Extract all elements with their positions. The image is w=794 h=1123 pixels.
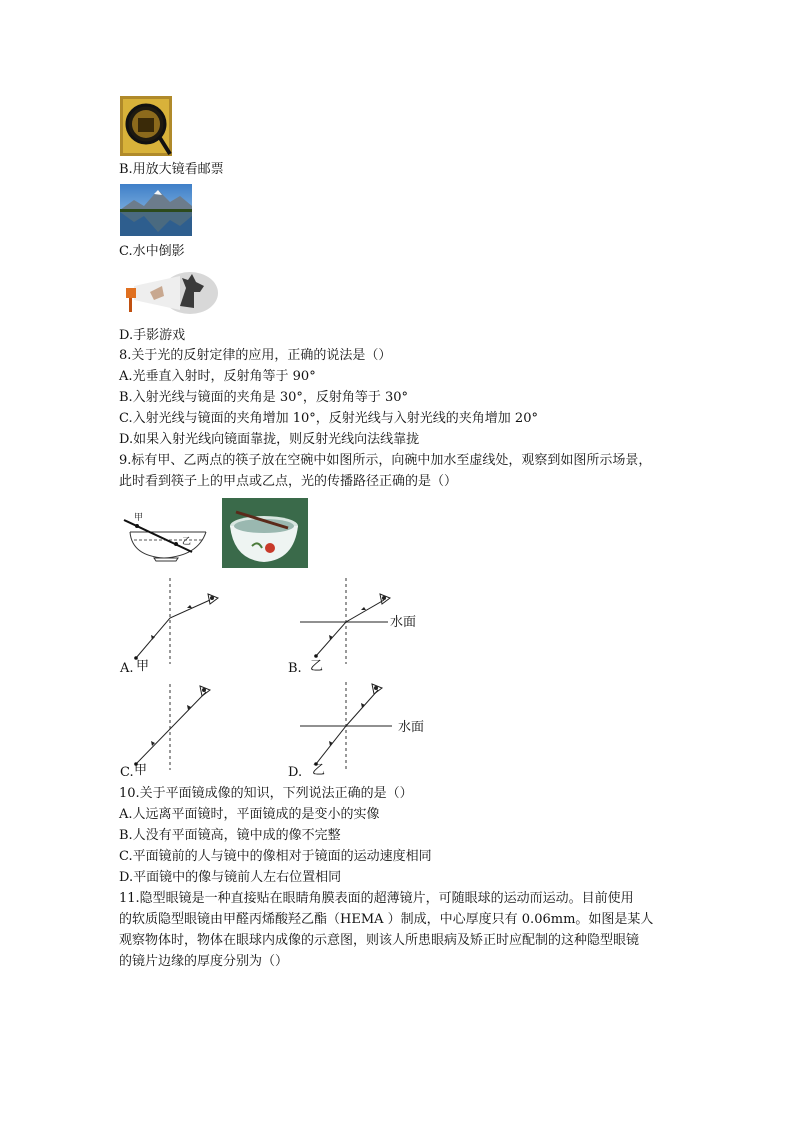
q8-option-a: A.光垂直入射时，反射角等于 90° bbox=[119, 369, 316, 384]
bowl-photo bbox=[222, 498, 308, 568]
q8-stem: 8.关于光的反射定律的应用，正确的说法是（） bbox=[119, 348, 392, 363]
q11-line4: 的镜片边缘的厚度分别为（） bbox=[119, 954, 289, 969]
option-b-point: 乙 bbox=[310, 659, 324, 674]
water-reflection-image bbox=[120, 184, 192, 236]
q8-option-b: B.入射光线与镜面的夹角是 30°，反射角等于 30° bbox=[119, 390, 409, 405]
option-a-diagram bbox=[130, 578, 230, 664]
option-d-diagram bbox=[300, 682, 400, 772]
q11-line2: 的软质隐型眼镜由甲醛丙烯酸羟乙酯（HEMA ）制成，中心厚度只有 0.06mm。如图是某人 bbox=[119, 912, 654, 927]
q10-option-c: C.平面镜前的人与镜中的像相对于镜面的运动速度相同 bbox=[119, 849, 432, 864]
option-b-letter: B. bbox=[288, 661, 302, 676]
bowl-label-jia: 甲 bbox=[134, 513, 144, 523]
bowl-chopstick-diagram bbox=[120, 512, 212, 562]
q10-option-d: D.平面镜中的像与镜前人左右位置相同 bbox=[119, 870, 342, 885]
q10-option-b: B.人没有平面镜高，镜中成的像不完整 bbox=[119, 828, 341, 843]
q10-stem: 10.关于平面镜成像的知识，下列说法正确的是（） bbox=[119, 786, 413, 801]
option-d-surface-label: 水面 bbox=[398, 720, 425, 735]
q8-option-c: C.入射光线与镜面的夹角增加 10°，反射光线与入射光线的夹角增加 20° bbox=[119, 411, 538, 426]
option-b-diagram bbox=[300, 578, 400, 664]
option-d-point: 乙 bbox=[312, 763, 326, 778]
q7-option-b: B.用放大镜看邮票 bbox=[119, 162, 224, 177]
option-c-point: 甲 bbox=[134, 763, 148, 778]
option-a-letter: A. bbox=[120, 661, 134, 676]
q10-option-a: A.人远离平面镜时，平面镜成的是变小的实像 bbox=[119, 807, 380, 822]
option-c-diagram bbox=[130, 684, 230, 770]
q9-stem-line2: 此时看到筷子上的甲点或乙点，光的传播路径正确的是（） bbox=[119, 474, 458, 489]
q11-line3: 观察物体时，物体在眼球内成像的示意图，则该人所患眼病及矫正时应配制的这种隐型眼镜 bbox=[119, 933, 640, 948]
stamp-magnifier-image bbox=[120, 96, 172, 156]
q7-option-c: C.水中倒影 bbox=[119, 244, 185, 259]
option-a-point: 甲 bbox=[136, 659, 150, 674]
option-d-letter: D. bbox=[288, 765, 303, 780]
bowl-label-yi: 乙 bbox=[182, 537, 192, 547]
option-b-surface-label: 水面 bbox=[390, 615, 417, 630]
q11-line1: 11.隐型眼镜是一种直接贴在眼睛角膜表面的超薄镜片，可随眼球的运动而运动。目前使用 bbox=[119, 891, 634, 906]
q8-option-d: D.如果入射光线向镜面靠拢，则反射光线向法线靠拢 bbox=[119, 432, 420, 447]
q7-option-d: D.手影游戏 bbox=[119, 328, 186, 343]
option-c-letter: C. bbox=[120, 765, 134, 780]
hand-shadow-image bbox=[120, 270, 218, 316]
q9-stem-line1: 9.标有甲、乙两点的筷子放在空碗中如图所示，向碗中加水至虚线处，观察到如图所示场景， bbox=[119, 453, 652, 468]
